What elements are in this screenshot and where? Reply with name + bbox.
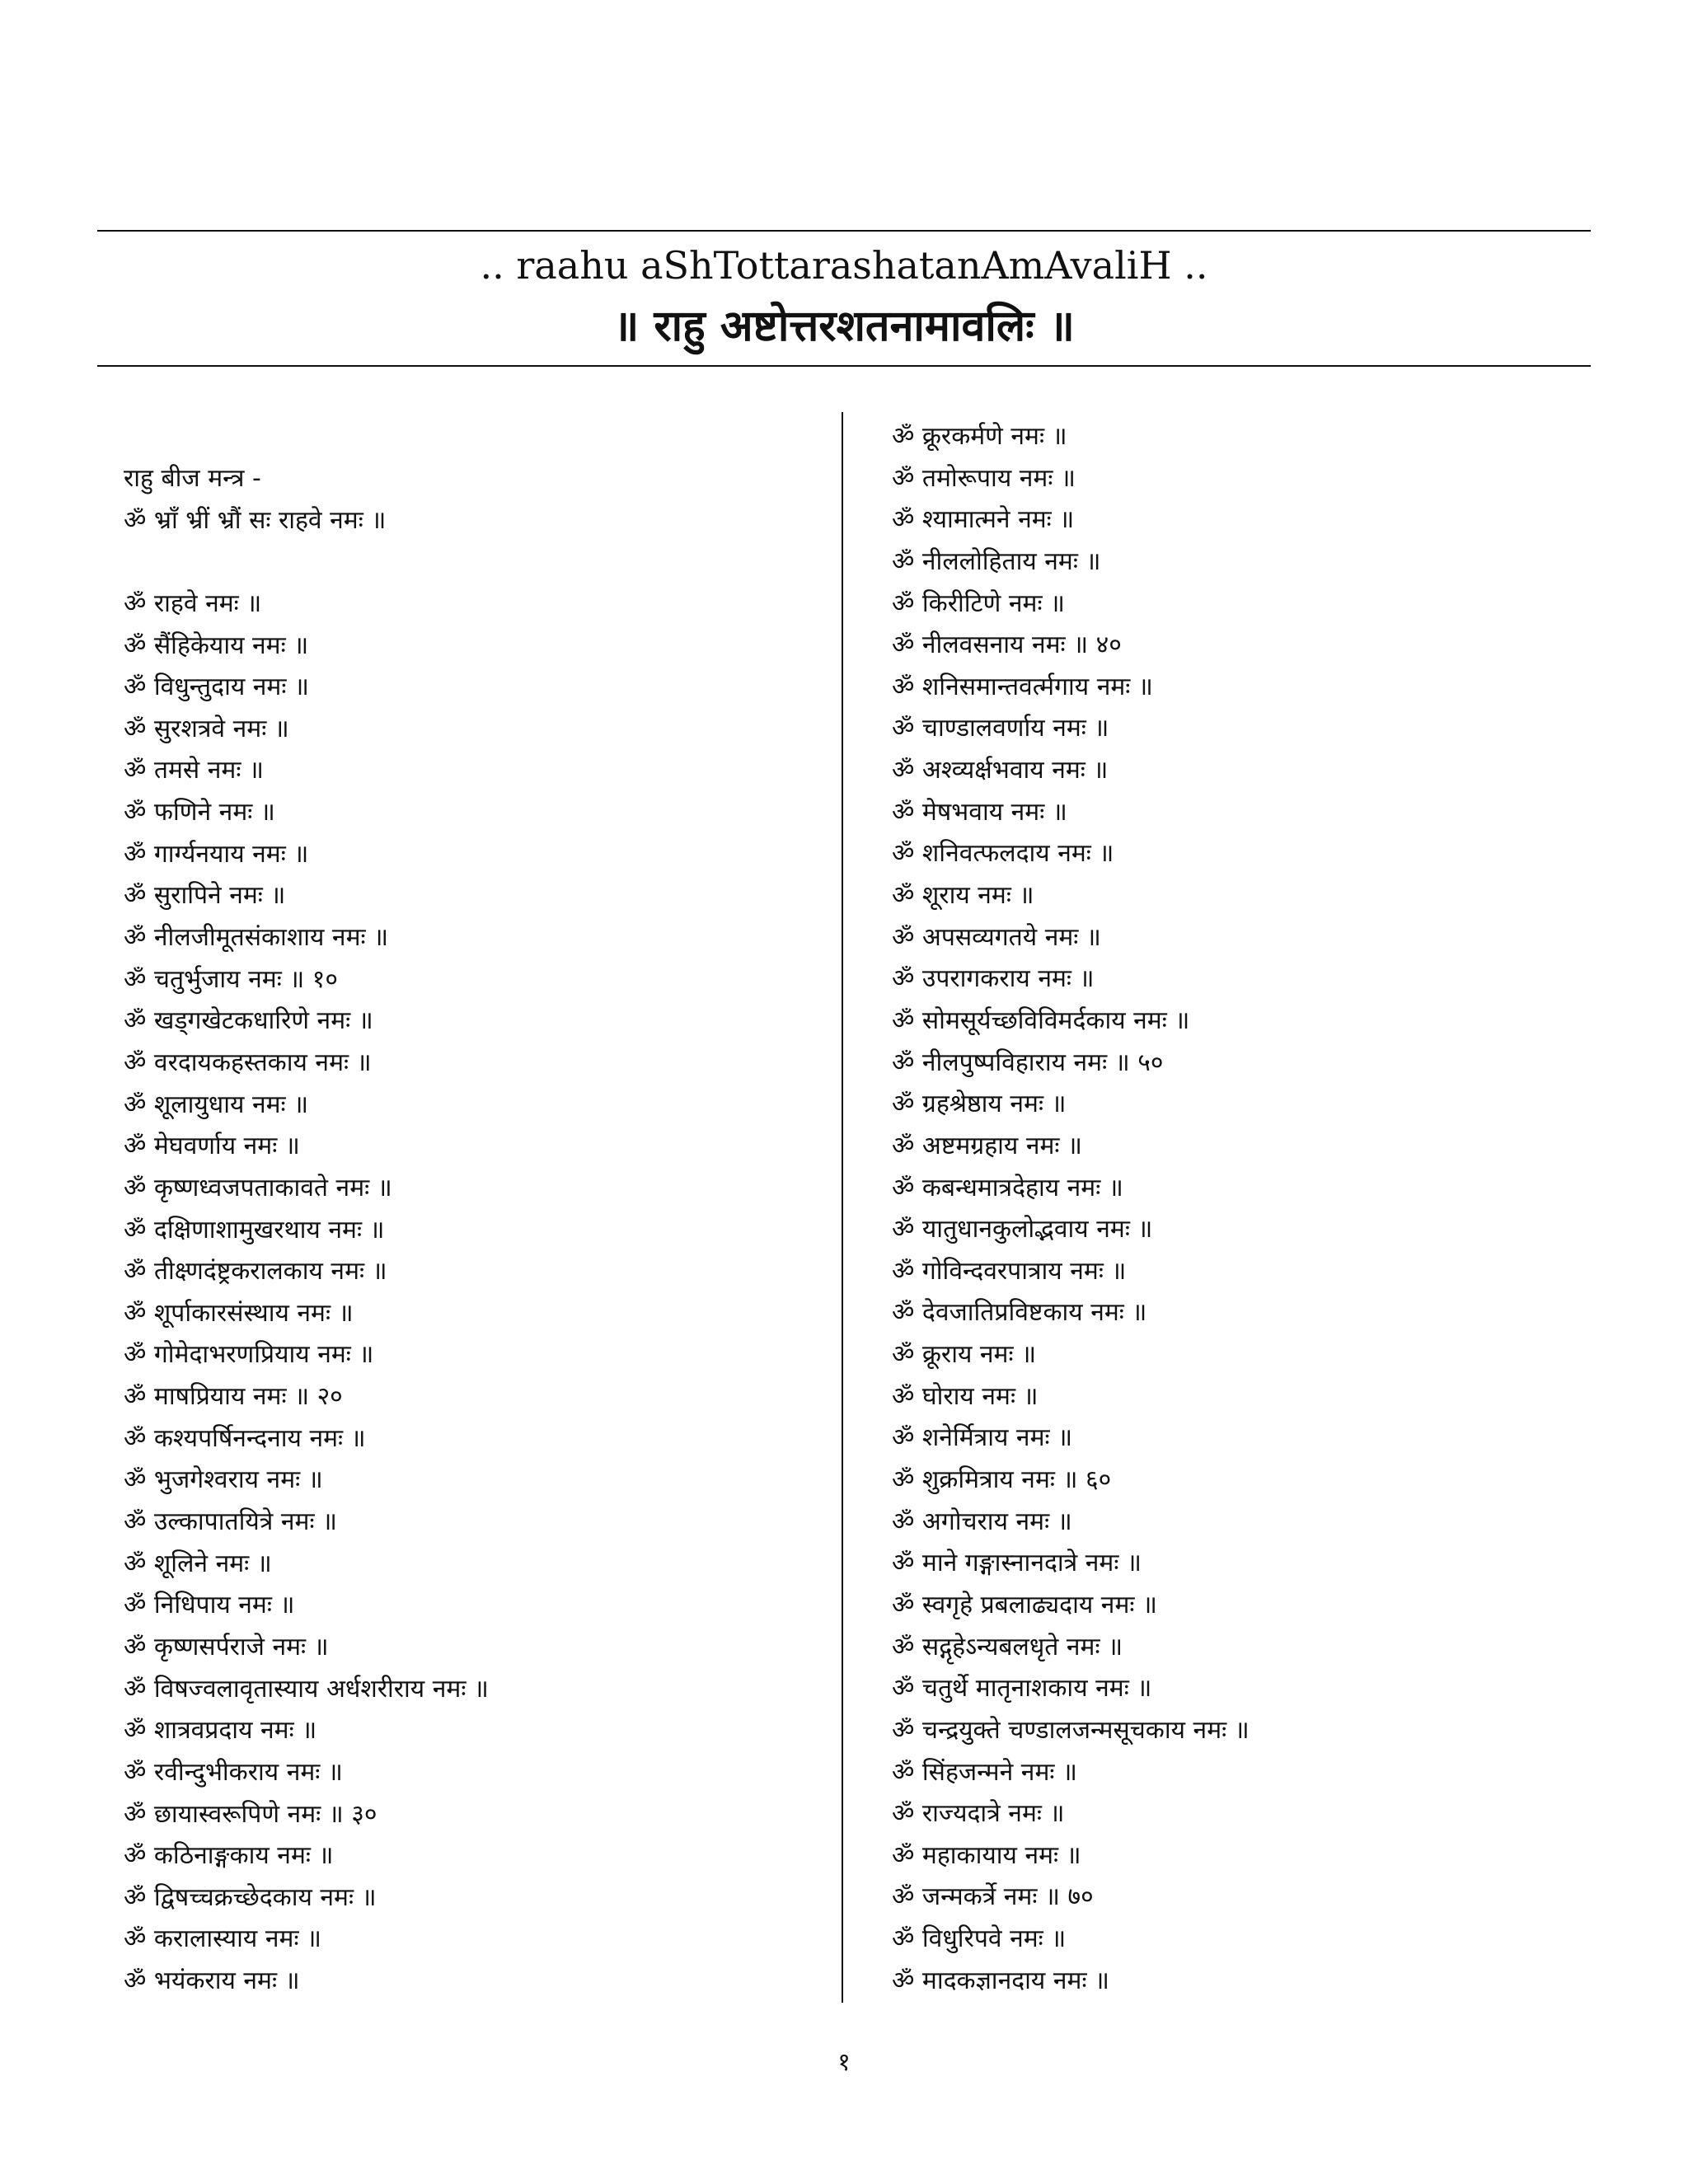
name-line: ॐ शुक्रमित्राय नमः ॥ ६०	[892, 1465, 1112, 1495]
name-line: ॐ मेघवर्णाय नमः ॥	[124, 1132, 300, 1161]
name-line: ॐ मादकज्ञानदाय नमः ॥	[892, 1966, 1110, 1995]
name-line: ॐ सैंहिकेयाय नमः ॥	[124, 630, 309, 660]
name-line: ॐ अपसव्यगतये नमः ॥	[892, 922, 1101, 952]
name-line: ॐ उपरागकराय नमः ॥	[892, 964, 1095, 994]
name-line: ॐ शूर्पाकारसंस्थाय नमः ॥	[124, 1298, 354, 1328]
name-line: ॐ शनिवत्फलदाय नमः ॥	[892, 839, 1114, 869]
name-line: ॐ भयंकराय नमः ॥	[124, 1966, 300, 1996]
name-line: ॐ विषज्वलावृतास्याय अर्धशरीराय नमः ॥	[124, 1674, 489, 1704]
name-line: ॐ शनिसमान्तवर्त्मगाय नमः ॥	[892, 672, 1153, 701]
name-line: ॐ कठिनाङ्गकाय नमः ॥	[124, 1841, 334, 1871]
name-line: ॐ स्वगृहे प्रबलाढ्यदाय नमः ॥	[892, 1590, 1157, 1619]
left-column	[124, 458, 489, 2003]
name-line: ॐ करालास्याय नमः ॥	[124, 1924, 322, 1954]
name-line: ॐ किरीटिणे नमः ॥	[892, 588, 1066, 618]
name-line: ॐ नीलपुष्पविहाराय नमः ॥ ५०	[892, 1047, 1164, 1077]
name-line: ॐ गार्ग्यनयाय नमः ॥	[124, 839, 309, 869]
blank-line	[124, 541, 489, 583]
column-divider	[842, 412, 843, 2003]
name-line: ॐ छायास्वरूपिणे नमः ॥ ३०	[124, 1799, 377, 1829]
name-line: ॐ नीललोहिताय नमः ॥	[892, 546, 1101, 576]
name-line: ॐ यातुधानकुलोद्भवाय नमः ॥	[892, 1215, 1153, 1244]
name-line: ॐ गोमेदाभरणप्रियाय नमः ॥	[124, 1340, 374, 1370]
name-line: ॐ विधुरिपवे नमः ॥	[892, 1924, 1067, 1954]
name-line: ॐ सुरापिने नमः ॥	[124, 881, 286, 911]
name-line: ॐ घोराय नमः ॥	[892, 1381, 1039, 1411]
name-line: ॐ तीक्ष्णदंष्ट्रकरालकाय नमः ॥	[124, 1257, 387, 1286]
name-line: ॐ सिंहजन्मने नमः ॥	[892, 1757, 1077, 1787]
name-line: ॐ राज्यदात्रे नमः ॥	[892, 1799, 1065, 1829]
title-transliteration: .. raahu aShTottarashatanAmAvaliH ..	[480, 243, 1208, 288]
name-line: ॐ चतुर्थे मातृनाशकाय नमः ॥	[892, 1674, 1152, 1704]
name-line: ॐ सुरशत्रवे नमः ॥	[124, 714, 289, 743]
name-line: ॐ राहवे नमः ॥	[124, 588, 262, 618]
name-line: ॐ कृष्णध्वजपताकावते नमः ॥	[124, 1173, 392, 1202]
name-line: ॐ खड्गखेटकधारिणे नमः ॥	[124, 1006, 373, 1036]
name-line: ॐ चतुर्भुजाय नमः ॥ १०	[124, 964, 338, 994]
name-line: ॐ अष्टमग्रहाय नमः ॥	[892, 1131, 1082, 1160]
bija-mantra: ॐ भ्राँ भ्रीं भ्रौं सः राहवे नमः ॥	[124, 505, 387, 535]
name-line: ॐ ग्रहश्रेष्ठाय नमः ॥	[892, 1090, 1067, 1119]
title-devanagari: ॥ राहु अष्टोत्तरशतनामावलिः ॥	[613, 302, 1075, 351]
name-line: ॐ नीलवसनाय नमः ॥ ४०	[892, 630, 1122, 660]
name-line: ॐ कृष्णसर्पराजे नमः ॥	[124, 1632, 329, 1661]
name-line: ॐ कबन्धमात्रदेहाय नमः ॥	[892, 1173, 1123, 1202]
bottom-rule	[97, 365, 1591, 367]
name-line: ॐ नीलजीमूतसंकाशाय नमः ॥	[124, 923, 389, 953]
name-line: ॐ वरदायकहस्तकाय नमः ॥	[124, 1047, 372, 1077]
name-line: ॐ तमोरूपाय नमः ॥	[892, 463, 1076, 493]
name-line: ॐ द्विषच्चक्रच्छेदकाय नमः ॥	[124, 1882, 377, 1912]
name-line: ॐ अगोचराय नमः ॥	[892, 1507, 1072, 1536]
name-line: ॐ शूराय नमः ॥	[892, 881, 1034, 911]
name-line: ॐ उल्कापातयित्रे नमः ॥	[124, 1507, 338, 1537]
name-line: ॐ अश्व्यर्क्षभवाय नमः ॥	[892, 756, 1109, 785]
name-line: ॐ शूलायुधाय नमः ॥	[124, 1090, 309, 1119]
name-line: ॐ माषप्रियाय नमः ॥ २०	[124, 1382, 343, 1412]
name-line: ॐ चाण्डालवर्णाय नमः ॥	[892, 714, 1109, 743]
name-line: ॐ देवजातिप्रविष्टकाय नमः ॥	[892, 1298, 1147, 1328]
name-line: ॐ दक्षिणाशामुखरथाय नमः ॥	[124, 1215, 385, 1244]
top-rule	[97, 230, 1591, 232]
page-number: १	[837, 2048, 851, 2077]
bija-heading: राहु बीज मन्त्र -	[124, 464, 261, 493]
name-line: ॐ शात्रवप्रदाय नमः ॥	[124, 1716, 317, 1746]
name-line: ॐ क्रूरकर्मणे नमः ॥	[892, 422, 1067, 451]
right-column	[892, 416, 1250, 2002]
name-line: ॐ कश्यपर्षिनन्दनाय नमः ॥	[124, 1423, 366, 1453]
name-line: ॐ सद्गृहेऽन्यबलधृते नमः ॥	[892, 1632, 1123, 1661]
name-line: ॐ विधुन्तुदाय नमः ॥	[124, 673, 309, 702]
name-line: ॐ श्यामात्मने नमः ॥	[892, 505, 1075, 535]
name-line: ॐ गोविन्दवरपात्राय नमः ॥	[892, 1256, 1127, 1286]
name-line: ॐ सोमसूर्यच्छविविमर्दकाय नमः ॥	[892, 1005, 1190, 1035]
name-line: ॐ मेषभवाय नमः ॥	[892, 797, 1067, 827]
name-line: ॐ रवीन्दुभीकराय नमः ॥	[124, 1757, 343, 1787]
name-line: ॐ जन्मकर्त्रे नमः ॥ ७०	[892, 1882, 1094, 1912]
name-line: ॐ निधिपाय नमः ॥	[124, 1591, 295, 1620]
name-line: ॐ माने गङ्गास्नानदात्रे नमः ॥	[892, 1549, 1142, 1578]
name-line: ॐ क्रूराय नमः ॥	[892, 1340, 1037, 1370]
name-line: ॐ शूलिने नमः ॥	[124, 1549, 272, 1578]
name-line: ॐ चन्द्रयुक्ते चण्डालजन्मसूचकाय नमः ॥	[892, 1715, 1250, 1745]
name-line: ॐ तमसे नमः ॥	[124, 756, 264, 785]
name-line: ॐ महाकायाय नमः ॥	[892, 1840, 1081, 1870]
name-line: ॐ भुजगेश्वराय नमः ॥	[124, 1465, 323, 1495]
name-line: ॐ फणिने नमः ॥	[124, 798, 275, 827]
name-line: ॐ शनेर्मित्राय नमः ॥	[892, 1423, 1073, 1453]
